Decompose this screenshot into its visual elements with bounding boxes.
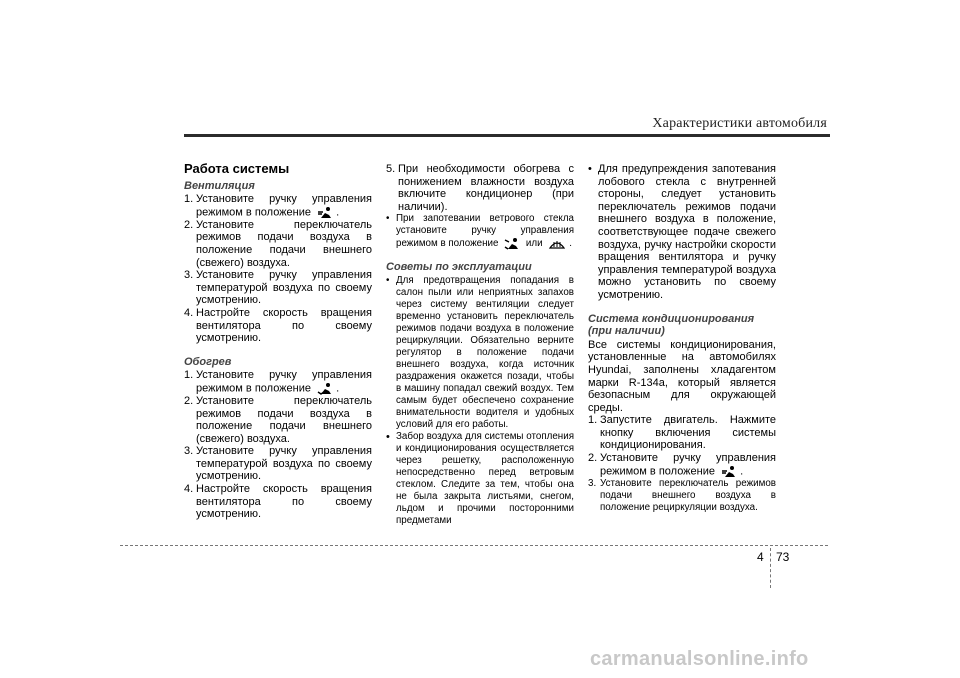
item-text: Установите ручку управления режимом в положение [600,452,776,478]
item-text: При запотевании ветрового стекла установите ручку управления режимом в положение [396,213,574,250]
item-number: 1. [588,414,598,427]
item-text: Установите ручку управления режимом в положение [196,369,372,395]
list-item [588,452,776,478]
bullet: • [386,275,390,287]
list-item [184,369,372,395]
item-text: Запустите двигатель. Нажмите кнопку включения системы кондиционирования. [600,414,776,452]
page-number: 73 [776,550,790,564]
item-text-end: . [336,382,340,395]
item-text: Для предотвращения попадания в салон пыли или неприятных запахов через систему вентиляции следует временно установить переключатель режимов подачи воздуха в положение рециркуляции. Обязательно верните регулятор в положение подачи внешнего воздуха, когда источник раздражения окажется позади, чтобы в машину попадал свежий воздух. Тем самым будет обеспечено сохранение внимательности водителя и удобных условий для его работы. [396,275,574,431]
defrost-icon [548,237,566,250]
floor-vent-mode-icon [317,382,333,395]
item-text: Настройте скорость вращения вентилятора по своему усмотрению. [196,306,372,345]
item-number: 3. [588,477,597,489]
item-number: 4. [184,483,194,496]
bullet-item [588,163,776,302]
bullet: • [588,163,592,175]
list-item [184,269,372,307]
item-text: Установите переключатель режимов подачи воздуха в положение подачи внешнего (свежего) воздуха. [196,218,372,269]
ac-heading: Система кондиционирования [588,312,755,325]
item-text: Для предупреждения запотевания лобового стекла с внутренней стороны, следует установить переключатель режимов подачи внешнего воздуха в положение, соответствующее подаче свежего воздуха, ручку настройки скорости вращения вентилятора и ручку управления температурой воздуха можно установить по своему усмотрению. [598,163,776,301]
item-number: 5. [386,163,396,175]
column-1 [184,163,372,521]
item-text: Установите переключатель режимов подачи внешнего воздуха в положение рециркуляции воздуха. [600,477,776,513]
heating-heading: Обогрев [184,355,232,368]
face-vent-mode-icon [317,206,333,219]
list-item [184,445,372,483]
item-text: Забор воздуха для системы отопления и кондиционирования осуществляется через решетку, расположенную непосредственно перед ветровым стеклом. Следите за тем, чтобы она не была закрыта листьями, снегом, льдом и прочими посторонними предметами [396,431,574,527]
floor-defrost-mode-icon [504,237,520,250]
item-number: 2. [588,452,598,465]
list-item [184,483,372,521]
item-number: 3. [184,269,194,282]
ac-paragraph: Все системы кондиционирования, установленные на автомобилях Hyundai, заполнены хладагентом марки R-134a, который является безопасным для окружающей среды. [588,338,776,414]
item-text-end: . [740,465,744,478]
chapter-number: 4 [757,550,764,564]
page-separator [770,548,771,588]
bullet-item [386,213,574,250]
watermark: carmanualsonline.info [590,648,809,670]
list-item [184,219,372,269]
item-text: При необходимости обогрева с понижением влажности воздуха включите кондиционер (при наличии). [398,163,574,213]
footer-rule [120,545,828,546]
item-number: 3. [184,445,194,458]
bullet-item [386,275,574,431]
item-number: 1. [184,193,194,206]
item-number: 2. [184,394,194,407]
bullet: • [386,213,390,225]
list-item [588,478,776,514]
bullet: • [386,431,390,444]
item-text: Установите ручку управления режимом в положение [196,193,372,219]
item-number: 4. [184,306,194,319]
list-item [588,414,776,452]
ac-heading-note: (при наличии) [588,325,665,338]
face-vent-mode-icon [721,465,737,478]
column-2 [386,163,574,527]
page-header-title: Характеристики автомобиля [652,116,827,131]
section-title: Работа системы [184,161,290,176]
list-item [184,307,372,345]
column-3 [588,163,776,514]
item-text: Установите переключатель режимов подачи воздуха в положение подачи внешнего (свежего) воздуха. [196,394,372,445]
item-text-end: . [336,206,340,219]
item-text-end: . [569,238,573,250]
list-item [184,395,372,445]
tips-heading: Советы по эксплуатации [386,261,532,274]
bullet-item [386,431,574,527]
list-item [386,163,574,213]
item-text: Настройте скорость вращения вентилятора по своему усмотрению. [196,483,372,521]
item-text: Установите ручку управления температурой воздуха по своему усмотрению. [196,445,372,483]
item-number: 1. [184,369,194,382]
ventilation-heading: Вентиляция [184,179,255,192]
or-text: или [525,238,543,250]
header-rule [184,134,830,137]
item-text: Установите ручку управления температурой воздуха по своему усмотрению. [196,269,372,307]
list-item [184,193,372,219]
item-number: 2. [184,218,194,231]
